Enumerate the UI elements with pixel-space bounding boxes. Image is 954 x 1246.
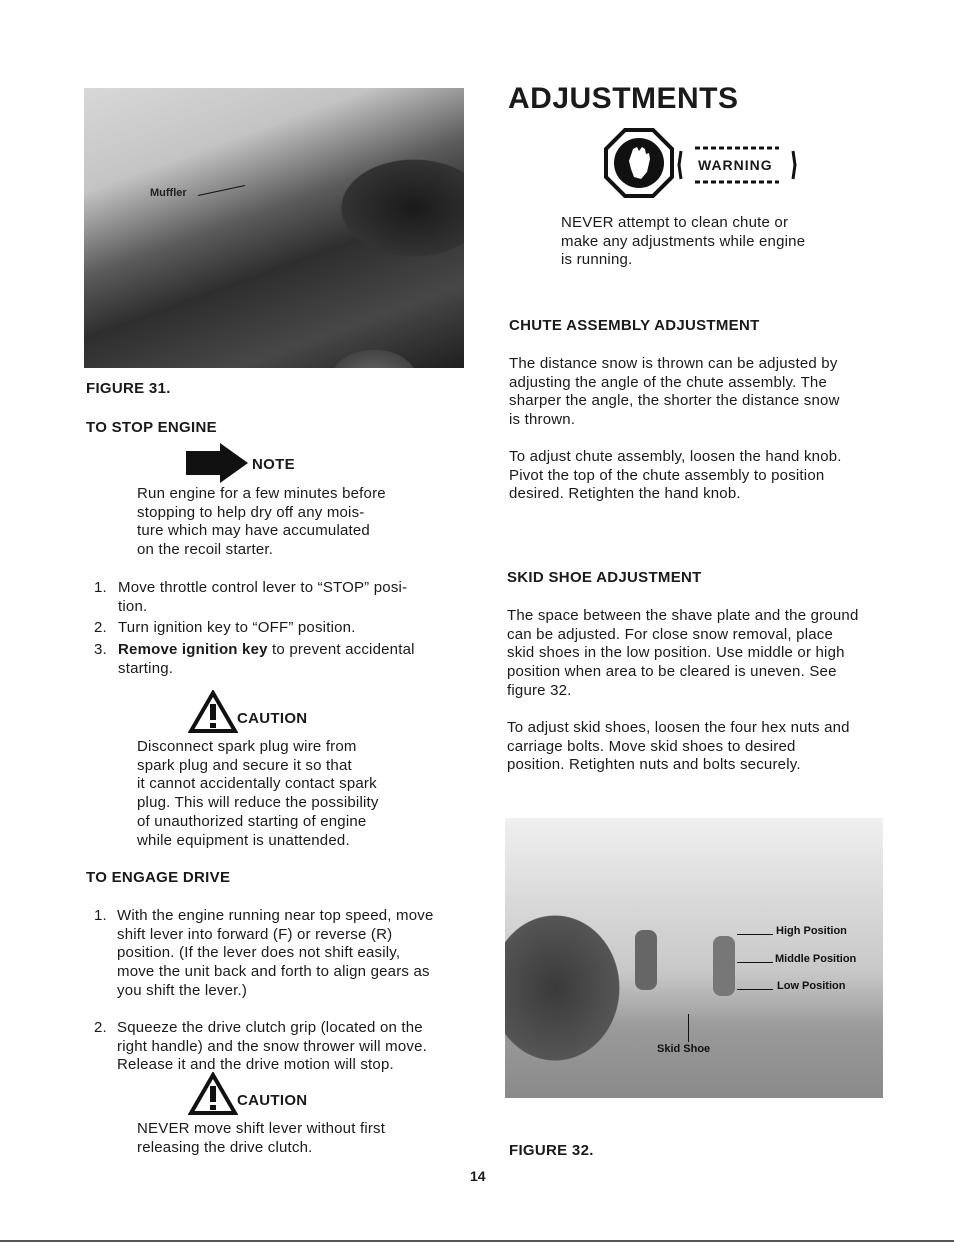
note-label: NOTE — [252, 456, 295, 473]
chute-heading: CHUTE ASSEMBLY ADJUSTMENT — [509, 317, 760, 334]
list-item: 2. Squeeze the drive clutch grip (located on the right handle) and the snow thrower will move. Release it and the drive motion will stop. — [94, 1019, 427, 1074]
skid-heading: SKID SHOE ADJUSTMENT — [507, 569, 702, 586]
caution-label: CAUTION — [237, 710, 308, 727]
low-position-label: Low Position — [777, 980, 846, 992]
list-item: 2. Turn ignition key to “OFF” position. — [94, 619, 356, 636]
skid-shoe-bolt — [713, 936, 735, 996]
chute-paragraph-2: To adjust chute assembly, loosen the hand knob. Pivot the top of the chute assembly to position desired. Retighten the hand knob. — [509, 448, 842, 503]
caution-text: Disconnect spark plug wire from spark plug and secure it so that it cannot accidentally contact spark plug. This will reduce the possibility of unauthorized starting of engine while equipment is unattended. — [137, 738, 379, 849]
skid-paragraph-1: The space between the shave plate and the ground can be adjusted. For close snow removal, place skid shoes in the low position. Use middle or high position when area to be cleared is uneven. See figure 32. — [507, 607, 859, 699]
warning-label: WARNING — [698, 157, 773, 173]
figure-31-caption: FIGURE 31. — [86, 380, 171, 397]
caution-text: NEVER move shift lever without first releasing the drive clutch. — [137, 1120, 386, 1156]
note-text: Run engine for a few minutes before stopping to help dry off any mois- ture which may have accumulated on the recoil starter. — [137, 485, 386, 559]
caution-label: CAUTION — [237, 1092, 308, 1109]
caution-triangle-icon — [188, 690, 238, 734]
caution-triangle-icon — [188, 1072, 238, 1116]
figure-32-caption: FIGURE 32. — [509, 1142, 594, 1159]
figure-31-photo — [84, 88, 464, 368]
stop-engine-steps — [94, 579, 469, 681]
skid-paragraph-2: To adjust skid shoes, loosen the four hex nuts and carriage bolts. Move skid shoes to desired position. Retighten nuts and bolts securely. — [507, 719, 850, 774]
list-item: 1. With the engine running near top speed, move shift lever into forward (F) or reverse (R) position. (If the lever does not shift easily, move the unit back and forth to align gears as you shift the lever.) — [94, 907, 434, 999]
high-position-label: High Position — [776, 925, 847, 937]
engage-drive-heading: TO ENGAGE DRIVE — [86, 869, 231, 886]
skid-shoe-label: Skid Shoe — [657, 1043, 711, 1055]
figure-32-photo — [505, 818, 883, 1098]
engage-drive-steps — [94, 907, 469, 1079]
page-edge-divider — [0, 1240, 954, 1242]
note-arrow-icon — [186, 443, 248, 483]
page-number: 14 — [470, 1168, 486, 1184]
skid-shoe-bolt — [635, 930, 657, 990]
middle-position-label: Middle Position — [775, 953, 857, 965]
muffler-label: Muffler — [150, 187, 187, 199]
stop-hand-icon — [603, 127, 675, 199]
muffler-leader-line — [198, 185, 245, 196]
warning-text: NEVER attempt to clean chute or make any adjustments while engine is running. — [561, 214, 806, 269]
chute-paragraph-1: The distance snow is thrown can be adjusted by adjusting the angle of the chute assembly. The sharper the angle, the shorter the distance snow is thrown. — [509, 355, 840, 429]
stop-engine-heading: TO STOP ENGINE — [86, 419, 217, 436]
page-title: ADJUSTMENTS — [508, 82, 739, 115]
list-item: 3. Remove ignition key to prevent accidental starting. — [94, 641, 415, 677]
list-item: 1. Move throttle control lever to “STOP” posi- tion. — [94, 579, 408, 615]
